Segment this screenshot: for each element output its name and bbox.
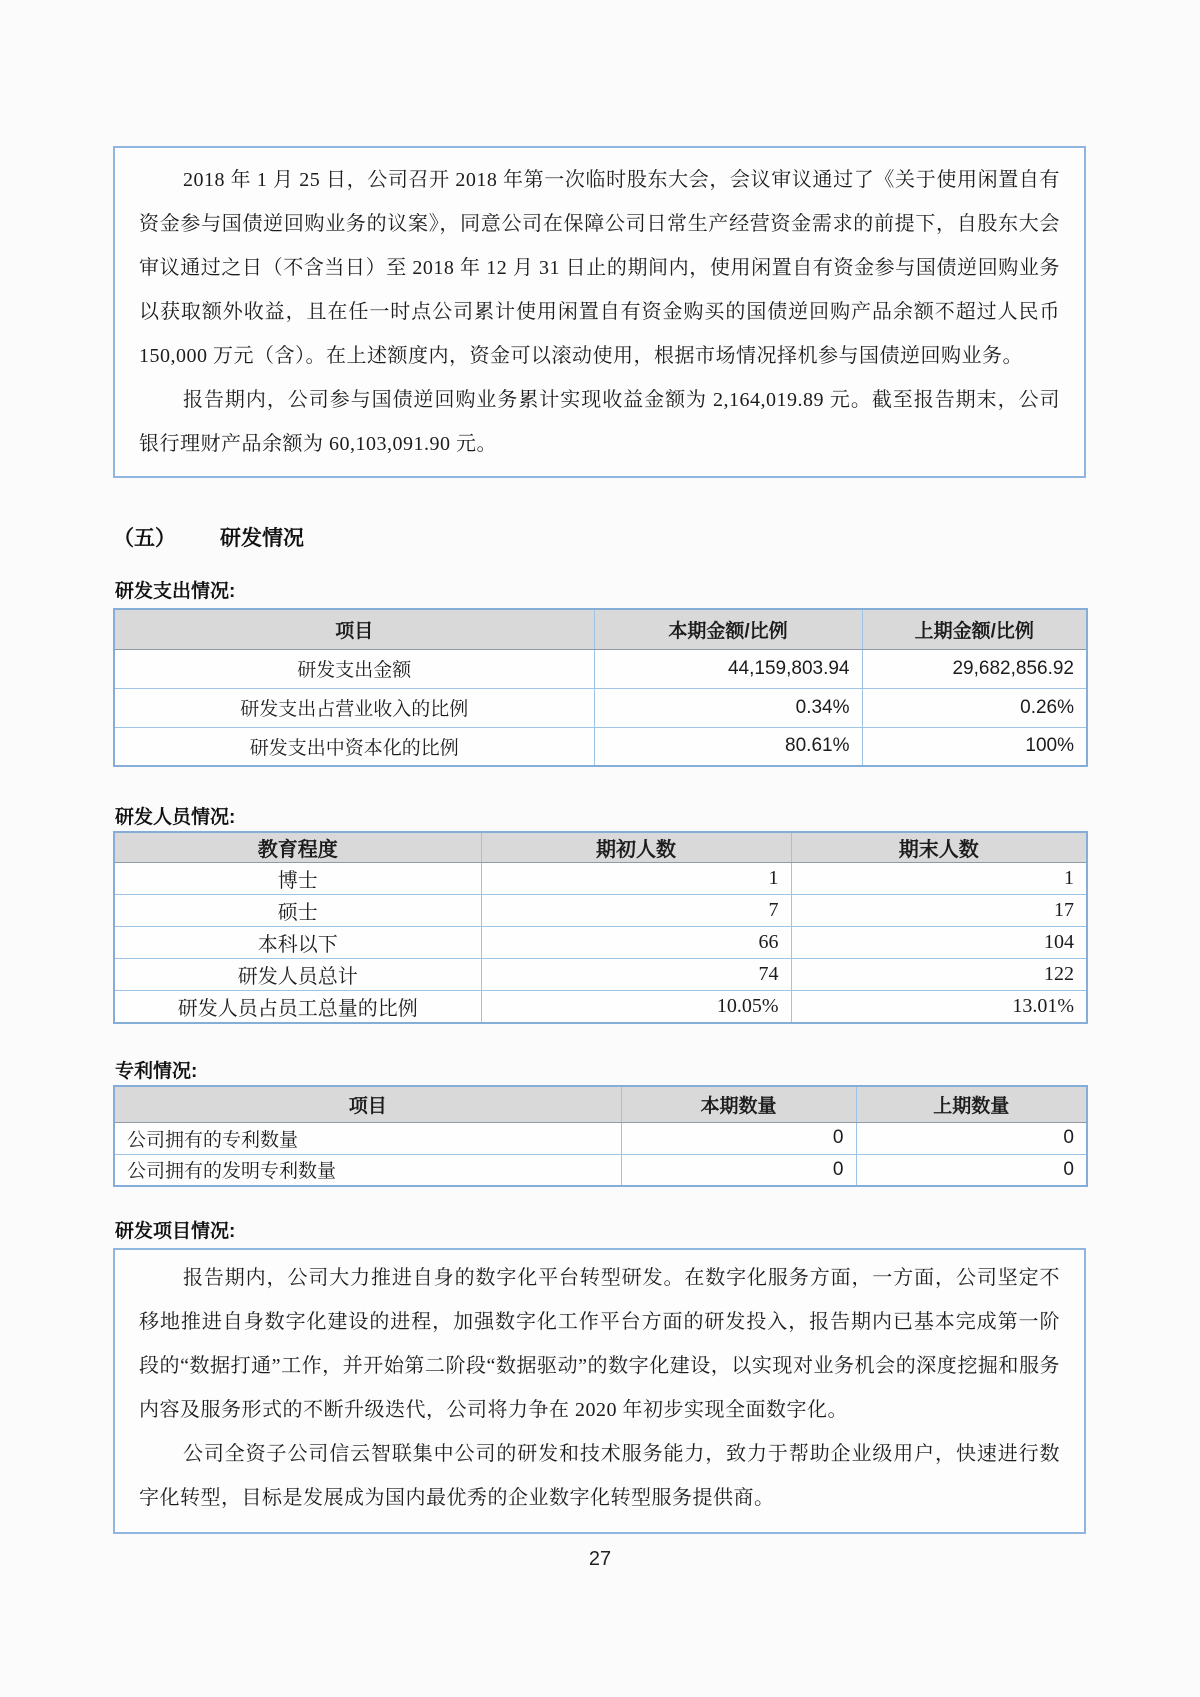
column-header: 期末人数 bbox=[791, 832, 1087, 863]
row-label: 研发支出占营业收入的比例 bbox=[114, 688, 594, 727]
table-header-row bbox=[114, 1086, 1087, 1122]
row-label: 研发支出中资本化的比例 bbox=[114, 727, 594, 766]
table-row bbox=[114, 727, 1087, 766]
table-row bbox=[114, 895, 1087, 927]
begin-count: 74 bbox=[481, 959, 791, 991]
row-label: 硕士 bbox=[114, 895, 481, 927]
column-header: 本期金额/比例 bbox=[594, 609, 862, 649]
row-label: 公司拥有的发明专利数量 bbox=[114, 1154, 621, 1186]
begin-count: 66 bbox=[481, 927, 791, 959]
begin-count: 1 bbox=[481, 863, 791, 895]
table-row bbox=[114, 649, 1087, 688]
row-label: 研发人员总计 bbox=[114, 959, 481, 991]
patents-table bbox=[113, 1085, 1088, 1187]
table-row bbox=[114, 927, 1087, 959]
table-row bbox=[114, 959, 1087, 991]
rd-staff-label: 研发人员情况: bbox=[115, 807, 236, 828]
row-label: 研发支出金额 bbox=[114, 649, 594, 688]
current-count: 0 bbox=[621, 1154, 856, 1186]
rd-projects-textbox bbox=[113, 1248, 1086, 1534]
table-header-row bbox=[114, 832, 1087, 863]
column-header: 期初人数 bbox=[481, 832, 791, 863]
rd-expense-label: 研发支出情况: bbox=[115, 581, 236, 602]
prior-value: 0.26% bbox=[862, 688, 1087, 727]
column-header: 本期数量 bbox=[621, 1086, 856, 1122]
table-header-row bbox=[114, 609, 1087, 649]
column-header: 教育程度 bbox=[114, 832, 481, 863]
section-number: （五） bbox=[113, 527, 176, 550]
rd-projects-paragraph-2: 公司全资子公司信云智联集中公司的研发和技术服务能力，致力于帮助企业级用户，快速进行数字化转型，目标是发展成为国内最优秀的企业数字化转型服务提供商。 bbox=[139, 1443, 1060, 1509]
rd-projects-label: 研发项目情况: bbox=[115, 1221, 236, 1242]
current-value: 0.34% bbox=[594, 688, 862, 727]
end-count: 17 bbox=[791, 895, 1087, 927]
repo-paragraph-2: 报告期内，公司参与国债逆回购业务累计实现收益金额为 2,164,019.89 元。截至报告期末，公司银行理财产品余额为 60,103,091.90 元。 bbox=[139, 389, 1060, 455]
begin-count: 10.05% bbox=[481, 991, 791, 1023]
column-header: 项目 bbox=[114, 609, 594, 649]
row-label: 本科以下 bbox=[114, 927, 481, 959]
column-header: 项目 bbox=[114, 1086, 621, 1122]
row-label: 研发人员占员工总量的比例 bbox=[114, 991, 481, 1023]
column-header: 上期数量 bbox=[856, 1086, 1087, 1122]
rd-staff-table bbox=[113, 831, 1088, 1024]
section-heading bbox=[113, 522, 304, 552]
section-title: 研发情况 bbox=[220, 527, 304, 550]
rd-projects-paragraph-1: 报告期内，公司大力推进自身的数字化平台转型研发。在数字化服务方面，一方面，公司坚定不移地推进自身数字化建设的进程，加强数字化工作平台方面的研发投入，报告期内已基本完成第一阶段的“数据打通”工作，并开始第二阶段“数据驱动”的数字化建设，以实现对业务机会的深度挖掘和服务内容及服务形式的不断升级迭代，公司将力争在 2020 年初步实现全面数字化。 bbox=[139, 1267, 1060, 1421]
table-row bbox=[114, 1154, 1087, 1186]
row-label: 博士 bbox=[114, 863, 481, 895]
begin-count: 7 bbox=[481, 895, 791, 927]
patents-label: 专利情况: bbox=[115, 1061, 198, 1082]
table-row bbox=[114, 863, 1087, 895]
end-count: 104 bbox=[791, 927, 1087, 959]
current-value: 44,159,803.94 bbox=[594, 649, 862, 688]
repo-textbox bbox=[113, 146, 1086, 478]
page-number: 27 bbox=[588, 1548, 612, 1570]
table-row bbox=[114, 1122, 1087, 1154]
prior-count: 0 bbox=[856, 1122, 1087, 1154]
end-count: 1 bbox=[791, 863, 1087, 895]
current-value: 80.61% bbox=[594, 727, 862, 766]
row-label: 公司拥有的专利数量 bbox=[114, 1122, 621, 1154]
table-row bbox=[114, 991, 1087, 1023]
prior-value: 29,682,856.92 bbox=[862, 649, 1087, 688]
prior-count: 0 bbox=[856, 1154, 1087, 1186]
repo-paragraph-1: 2018 年 1 月 25 日，公司召开 2018 年第一次临时股东大会，会议审议通过了《关于使用闲置自有资金参与国债逆回购业务的议案》，同意公司在保障公司日常生产经营资金需求的前提下，自股东大会审议通过之日（不含当日）至 2018 年 12 月 31 日止的期间内，使用闲置自有资金参与国债逆回购业务以获取额外收益，且在任一时点公司累计使用闲置自有资金购买的国债逆回购产品余额不超过人民币 150,000 万元（含）。在上述额度内，资金可以滚动使用，根据市场情况择机参与国债逆回购业务。 bbox=[139, 169, 1060, 367]
current-count: 0 bbox=[621, 1122, 856, 1154]
prior-value: 100% bbox=[862, 727, 1087, 766]
table-row bbox=[114, 688, 1087, 727]
end-count: 122 bbox=[791, 959, 1087, 991]
rd-expense-table bbox=[113, 608, 1088, 767]
column-header: 上期金额/比例 bbox=[862, 609, 1087, 649]
end-count: 13.01% bbox=[791, 991, 1087, 1023]
